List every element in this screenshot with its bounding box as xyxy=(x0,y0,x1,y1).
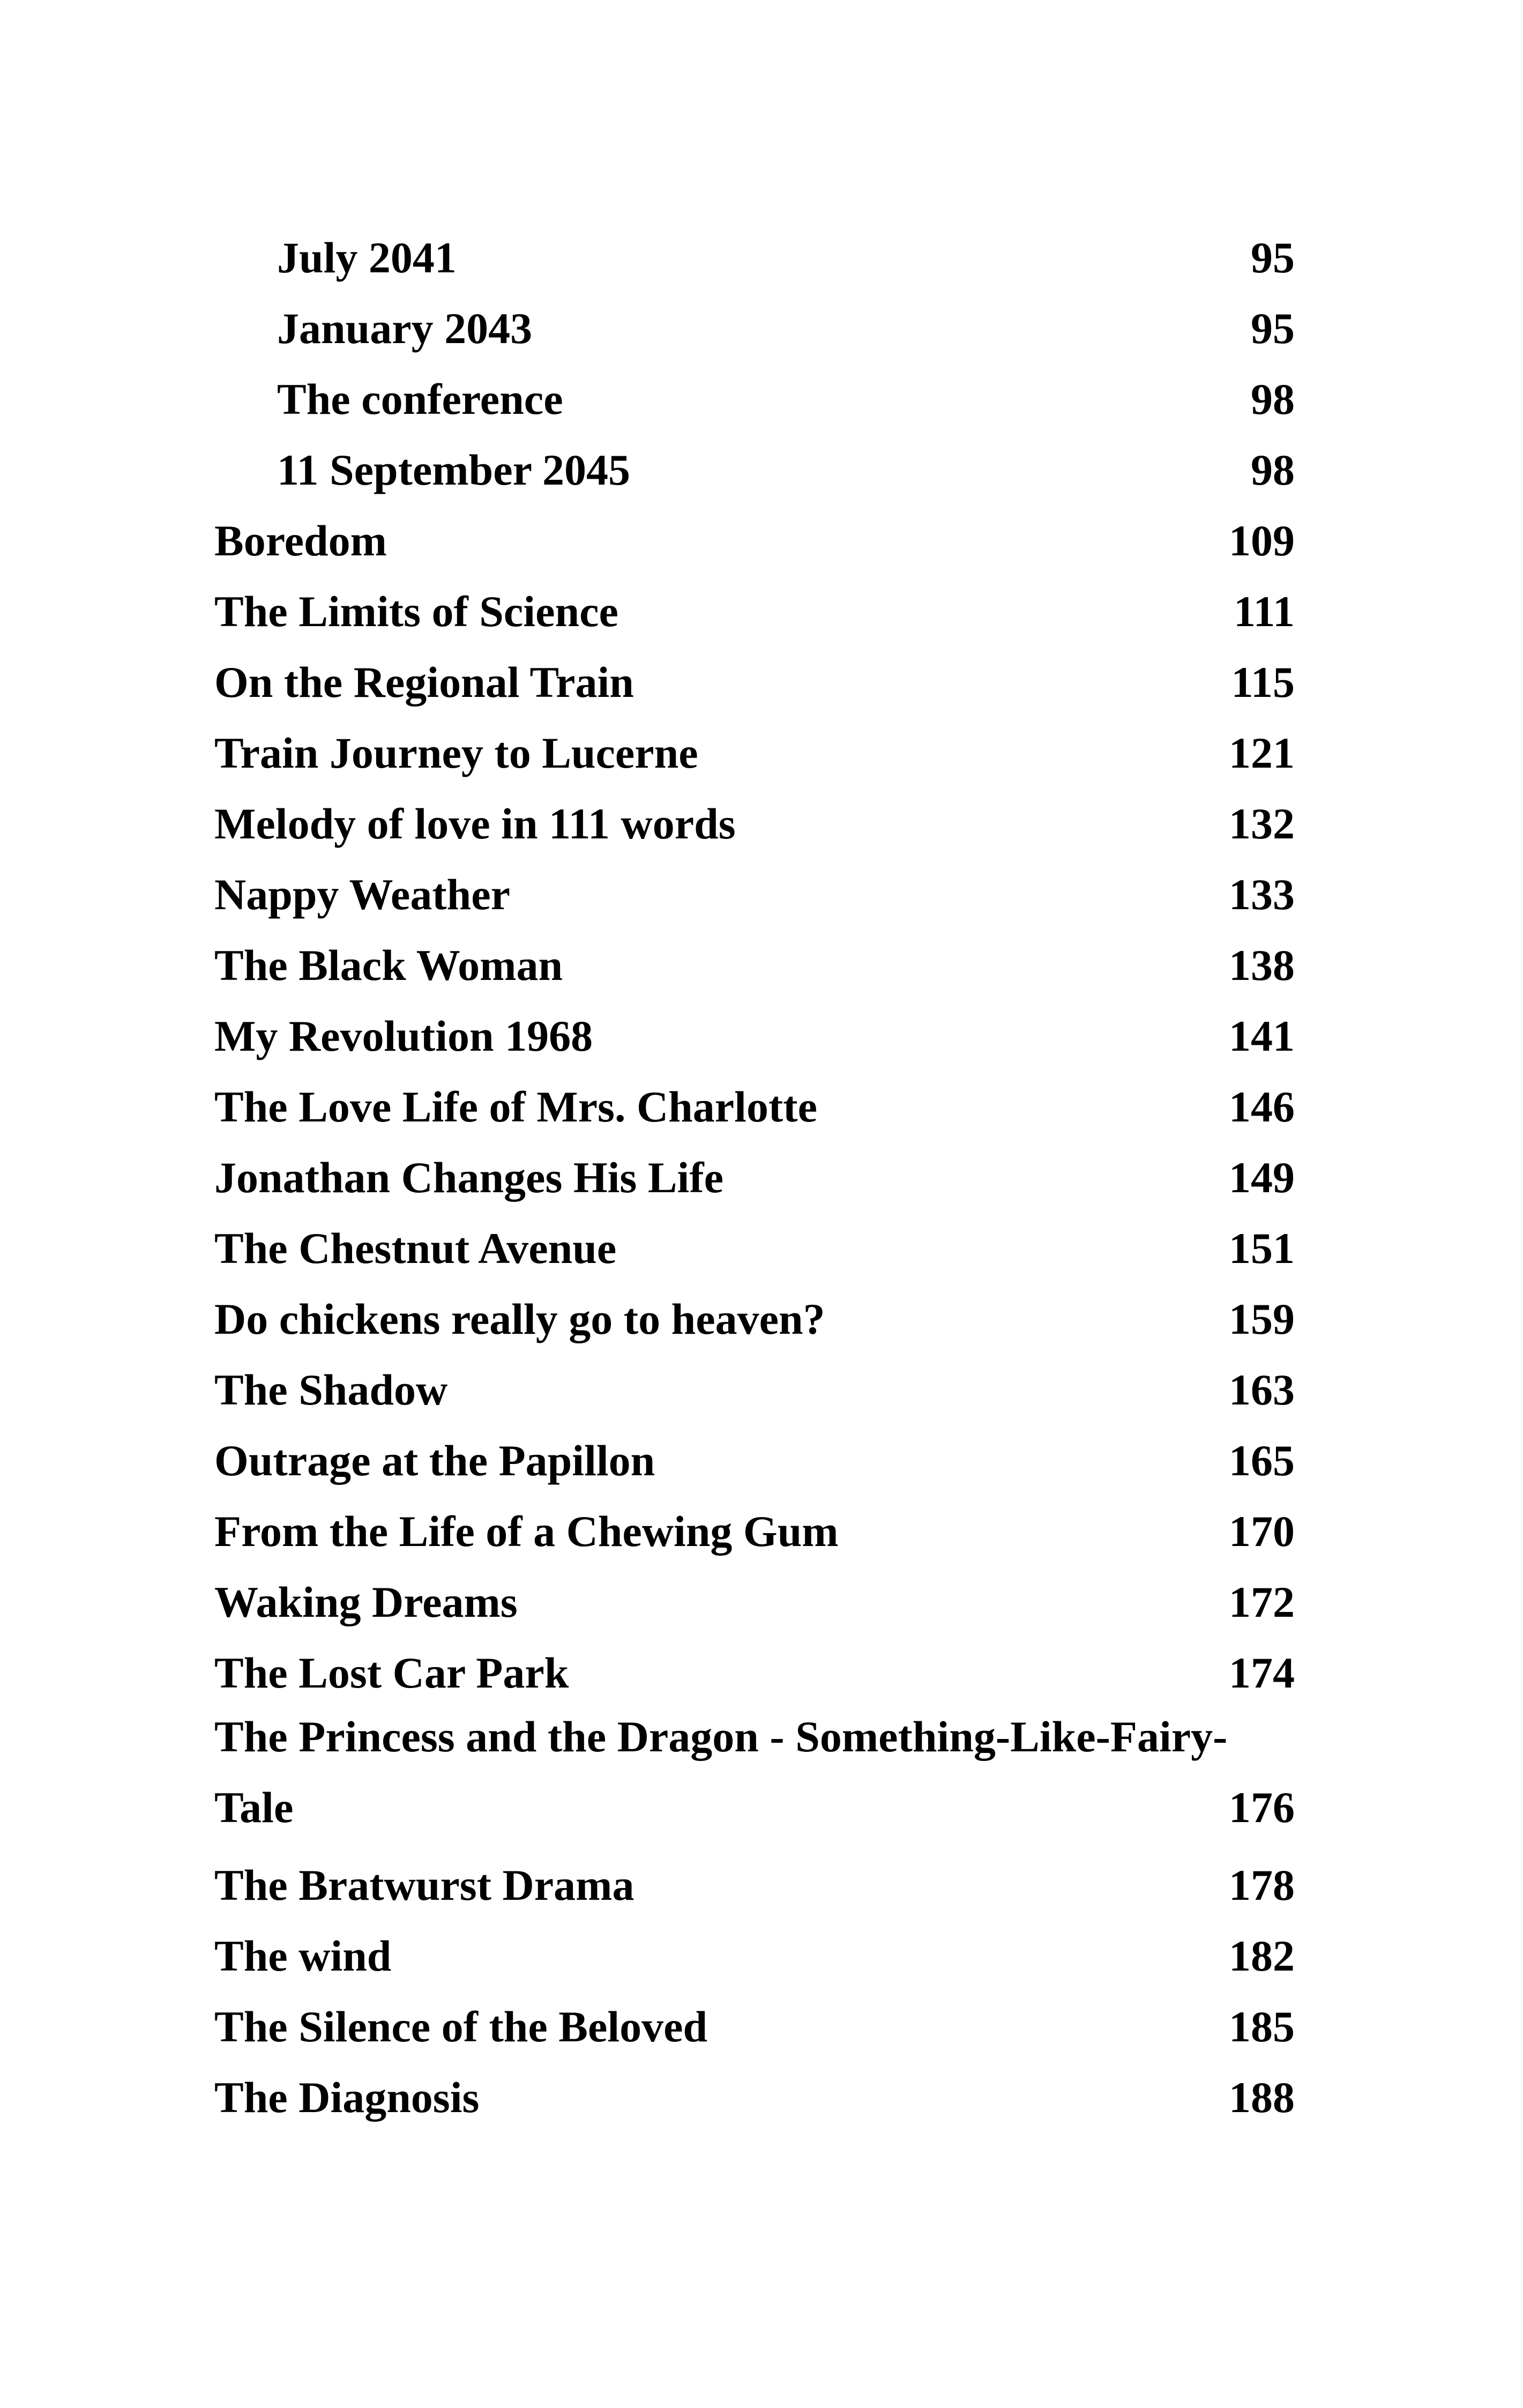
toc-entry xyxy=(214,647,1295,718)
toc-entry-title: The Silence of the Beloved xyxy=(214,2002,708,2051)
toc-entry xyxy=(214,1355,1295,1425)
toc-entry xyxy=(214,718,1295,789)
toc-entry xyxy=(214,1567,1295,1638)
toc-entry-title: The Lost Car Park xyxy=(214,1648,569,1697)
toc-entry-title: January 2043 xyxy=(277,304,533,353)
toc-entry-title: The Limits of Science xyxy=(214,587,618,636)
toc-entry-page: 163 xyxy=(1229,1365,1295,1414)
toc-entry-title: The Shadow xyxy=(214,1365,448,1414)
toc-entry-page: 98 xyxy=(1251,445,1295,494)
toc-entry xyxy=(214,859,1295,930)
toc-entry xyxy=(214,1850,1295,1921)
toc-entry-title: The Black Woman xyxy=(214,941,563,990)
toc-entry-page: 121 xyxy=(1229,729,1295,777)
toc-entry-title: 11 September 2045 xyxy=(277,445,631,494)
toc-entry-page: 176 xyxy=(1229,1783,1295,1832)
toc-entry-title: Boredom xyxy=(214,516,387,565)
toc-entry xyxy=(214,506,1295,576)
toc-entry-title: My Revolution 1968 xyxy=(214,1012,593,1060)
toc-entry xyxy=(214,576,1295,647)
toc-entry xyxy=(214,364,1295,435)
toc-entry xyxy=(214,1142,1295,1213)
toc-entry-title: On the Regional Train xyxy=(214,658,634,707)
toc-entry-title: Waking Dreams xyxy=(214,1578,518,1626)
toc-entry xyxy=(214,1001,1295,1072)
toc-entry xyxy=(214,1072,1295,1142)
toc-entry xyxy=(214,435,1295,506)
toc-entry-title: The Bratwurst Drama xyxy=(214,1861,634,1909)
toc-entry-title: The wind xyxy=(214,1931,392,1980)
toc-entry xyxy=(214,1425,1295,1496)
toc-entry-title: The Diagnosis xyxy=(214,2073,480,2122)
toc-entry xyxy=(214,1921,1295,1991)
toc-entry-title: Outrage at the Papillon xyxy=(214,1436,655,1485)
toc-entry-page: 170 xyxy=(1229,1507,1295,1556)
toc-entry xyxy=(214,1638,1295,1708)
toc-entry-page: 178 xyxy=(1229,1861,1295,1909)
toc-entry-page: 133 xyxy=(1229,870,1295,919)
toc-entry-page: 174 xyxy=(1229,1648,1295,1697)
toc-entry-page: 132 xyxy=(1229,799,1295,848)
toc-entry-page: 172 xyxy=(1229,1578,1295,1626)
toc-entry-page: 138 xyxy=(1229,941,1295,990)
toc-entry-title: Melody of love in 111 words xyxy=(214,799,736,848)
toc-entry xyxy=(214,293,1295,364)
toc-entry-title: From the Life of a Chewing Gum xyxy=(214,1507,839,1556)
toc-entry-page: 95 xyxy=(1251,304,1295,353)
toc-entry-page: 165 xyxy=(1229,1436,1295,1485)
toc-entry-page: 149 xyxy=(1229,1153,1295,1202)
table-of-contents xyxy=(214,222,1295,2133)
toc-entry-page: 182 xyxy=(1229,1931,1295,1980)
toc-entry xyxy=(214,1284,1295,1355)
toc-entry-title-line2: Tale xyxy=(214,1783,294,1832)
toc-entry-page: 115 xyxy=(1231,658,1295,707)
toc-entry xyxy=(214,930,1295,1001)
toc-entry-page: 95 xyxy=(1251,233,1295,282)
toc-entry-page: 109 xyxy=(1229,516,1295,565)
toc-entry-title: Nappy Weather xyxy=(214,870,511,919)
toc-entry-title: Train Journey to Lucerne xyxy=(214,729,698,777)
toc-entry-page: 141 xyxy=(1229,1012,1295,1060)
toc-entry-page: 185 xyxy=(1229,2002,1295,2051)
toc-entry xyxy=(214,789,1295,859)
toc-entry xyxy=(214,1496,1295,1567)
toc-entry-page: 151 xyxy=(1229,1224,1295,1273)
toc-entry-title: Jonathan Changes His Life xyxy=(214,1153,724,1202)
toc-entry-title: July 2041 xyxy=(277,233,457,282)
toc-entry-page: 98 xyxy=(1251,375,1295,423)
toc-entry xyxy=(214,1708,1295,1850)
toc-entry-title: Do chickens really go to heaven? xyxy=(214,1295,825,1343)
toc-entry xyxy=(214,2062,1295,2133)
toc-entry-title: The Chestnut Avenue xyxy=(214,1224,617,1273)
toc-entry-page: 111 xyxy=(1234,587,1295,636)
toc-entry-page: 159 xyxy=(1229,1295,1295,1343)
toc-entry-title: The conference xyxy=(277,375,563,423)
toc-entry-page: 188 xyxy=(1229,2073,1295,2122)
toc-entry-title-line1: The Princess and the Dragon - Something-Like-Fairy- xyxy=(214,1712,1228,1761)
toc-entry xyxy=(214,1991,1295,2062)
toc-entry xyxy=(214,1213,1295,1284)
toc-entry xyxy=(214,222,1295,293)
toc-entry-page: 146 xyxy=(1229,1082,1295,1131)
toc-entry-title: The Love Life of Mrs. Charlotte xyxy=(214,1082,817,1131)
